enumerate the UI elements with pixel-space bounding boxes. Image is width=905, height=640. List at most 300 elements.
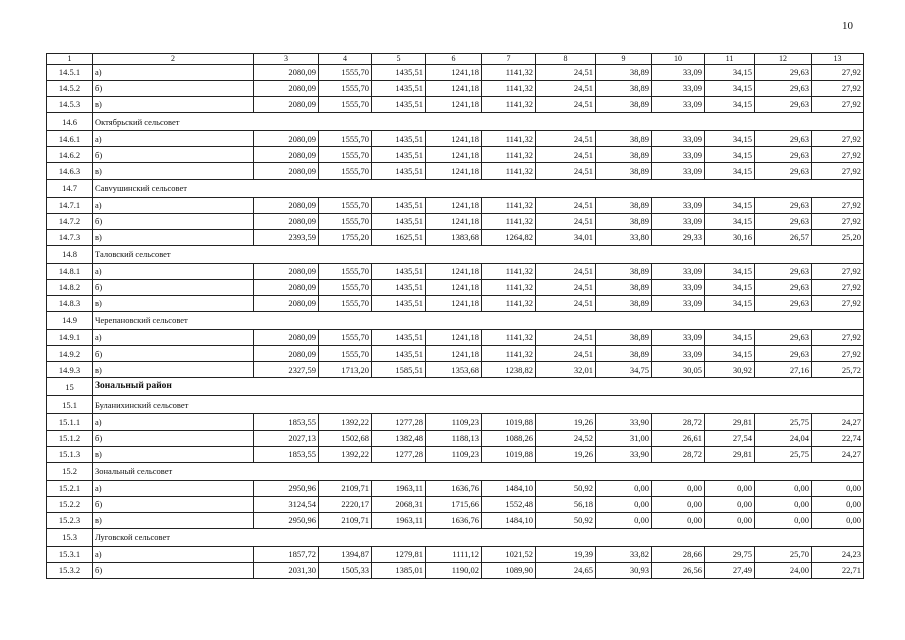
row-variant: б) bbox=[93, 279, 254, 295]
value-cell: 1755,20 bbox=[319, 229, 372, 245]
value-cell: 28,66 bbox=[652, 546, 705, 562]
value-cell: 1019,88 bbox=[482, 446, 536, 462]
value-cell: 2080,09 bbox=[254, 346, 319, 362]
value-cell: 1141,32 bbox=[482, 65, 536, 81]
value-cell: 24,23 bbox=[812, 546, 864, 562]
value-cell: 34,15 bbox=[705, 279, 755, 295]
value-cell: 1435,51 bbox=[372, 147, 426, 163]
value-cell: 24,51 bbox=[536, 263, 596, 279]
value-cell: 0,00 bbox=[812, 512, 864, 528]
row-variant: в) bbox=[93, 512, 254, 528]
value-cell: 1141,32 bbox=[482, 330, 536, 346]
column-header: 7 bbox=[482, 54, 536, 65]
column-header: 2 bbox=[93, 54, 254, 65]
row-variant: а) bbox=[93, 330, 254, 346]
row-variant: в) bbox=[93, 97, 254, 113]
value-cell: 2080,09 bbox=[254, 81, 319, 97]
value-cell: 1277,28 bbox=[372, 414, 426, 430]
value-cell: 1435,51 bbox=[372, 81, 426, 97]
value-cell: 29,63 bbox=[755, 279, 812, 295]
value-cell: 1555,70 bbox=[319, 279, 372, 295]
value-cell: 29,81 bbox=[705, 446, 755, 462]
value-cell: 1435,51 bbox=[372, 296, 426, 312]
value-cell: 24,51 bbox=[536, 163, 596, 179]
value-cell: 2080,09 bbox=[254, 296, 319, 312]
value-cell: 27,92 bbox=[812, 97, 864, 113]
row-id: 15.1.2 bbox=[47, 430, 93, 446]
value-cell: 27,92 bbox=[812, 81, 864, 97]
value-cell: 2109,71 bbox=[319, 512, 372, 528]
row-id: 14.8.1 bbox=[47, 263, 93, 279]
value-cell: 34,15 bbox=[705, 330, 755, 346]
value-cell: 27,92 bbox=[812, 163, 864, 179]
value-cell: 27,16 bbox=[755, 362, 812, 378]
value-cell: 1241,18 bbox=[426, 65, 482, 81]
value-cell: 38,89 bbox=[596, 296, 652, 312]
value-cell: 1241,18 bbox=[426, 296, 482, 312]
row-variant: в) bbox=[93, 163, 254, 179]
table-row bbox=[47, 163, 864, 179]
row-id: 14.5.3 bbox=[47, 97, 93, 113]
value-cell: 1241,18 bbox=[426, 263, 482, 279]
row-variant: б) bbox=[93, 81, 254, 97]
row-id: 15.3.1 bbox=[47, 546, 93, 562]
value-cell: 38,89 bbox=[596, 263, 652, 279]
value-cell: 1141,32 bbox=[482, 131, 536, 147]
value-cell: 1625,51 bbox=[372, 229, 426, 245]
value-cell: 50,92 bbox=[536, 480, 596, 496]
value-cell: 1385,01 bbox=[372, 563, 426, 579]
value-cell: 33,09 bbox=[652, 81, 705, 97]
value-cell: 1019,88 bbox=[482, 414, 536, 430]
row-variant: а) bbox=[93, 546, 254, 562]
value-cell: 1502,68 bbox=[319, 430, 372, 446]
value-cell: 1435,51 bbox=[372, 330, 426, 346]
value-cell: 1505,33 bbox=[319, 563, 372, 579]
column-header: 10 bbox=[652, 54, 705, 65]
value-cell: 1141,32 bbox=[482, 163, 536, 179]
page-number: 10 bbox=[842, 20, 853, 32]
value-cell: 34,15 bbox=[705, 346, 755, 362]
value-cell: 19,39 bbox=[536, 546, 596, 562]
value-cell: 1715,66 bbox=[426, 496, 482, 512]
value-cell: 1188,13 bbox=[426, 430, 482, 446]
column-header: 11 bbox=[705, 54, 755, 65]
section-name: Зональный район bbox=[93, 378, 864, 396]
table-row bbox=[47, 362, 864, 378]
section-name: Октябрьский сельсовет bbox=[93, 113, 864, 131]
section-name: Луговской сельсовет bbox=[93, 528, 864, 546]
value-cell: 2080,09 bbox=[254, 97, 319, 113]
row-id: 14.9.2 bbox=[47, 346, 93, 362]
value-cell: 38,89 bbox=[596, 197, 652, 213]
row-id: 14.8.2 bbox=[47, 279, 93, 295]
table-row bbox=[47, 213, 864, 229]
row-id: 15.1.3 bbox=[47, 446, 93, 462]
value-cell: 1141,32 bbox=[482, 296, 536, 312]
value-cell: 25,20 bbox=[812, 229, 864, 245]
value-cell: 34,15 bbox=[705, 213, 755, 229]
value-cell: 33,90 bbox=[596, 414, 652, 430]
section-name: Зональный сельсовет bbox=[93, 462, 864, 480]
row-variant: б) bbox=[93, 430, 254, 446]
row-variant: б) bbox=[93, 147, 254, 163]
value-cell: 34,75 bbox=[596, 362, 652, 378]
row-id: 15.1.1 bbox=[47, 414, 93, 430]
table-row bbox=[47, 414, 864, 430]
value-cell: 0,00 bbox=[705, 496, 755, 512]
value-cell: 1857,72 bbox=[254, 546, 319, 562]
value-cell: 30,93 bbox=[596, 563, 652, 579]
section-name: Таловский сельсовет bbox=[93, 245, 864, 263]
column-header-row bbox=[47, 54, 864, 65]
table-row bbox=[47, 546, 864, 562]
value-cell: 2327,59 bbox=[254, 362, 319, 378]
value-cell: 33,09 bbox=[652, 163, 705, 179]
row-id: 15 bbox=[47, 378, 93, 396]
value-cell: 50,92 bbox=[536, 512, 596, 528]
value-cell: 24,51 bbox=[536, 346, 596, 362]
value-cell: 1555,70 bbox=[319, 97, 372, 113]
value-cell: 27,92 bbox=[812, 279, 864, 295]
table-row bbox=[47, 296, 864, 312]
value-cell: 27,49 bbox=[705, 563, 755, 579]
value-cell: 38,89 bbox=[596, 131, 652, 147]
row-id: 14.8 bbox=[47, 245, 93, 263]
value-cell: 38,89 bbox=[596, 346, 652, 362]
value-cell: 1555,70 bbox=[319, 65, 372, 81]
table-row bbox=[47, 346, 864, 362]
value-cell: 29,63 bbox=[755, 213, 812, 229]
value-cell: 24,51 bbox=[536, 147, 596, 163]
value-cell: 1109,23 bbox=[426, 414, 482, 430]
row-id: 15.2.3 bbox=[47, 512, 93, 528]
value-cell: 27,92 bbox=[812, 147, 864, 163]
value-cell: 22,71 bbox=[812, 563, 864, 579]
table-row bbox=[47, 279, 864, 295]
value-cell: 0,00 bbox=[755, 512, 812, 528]
section-row bbox=[47, 462, 864, 480]
value-cell: 30,92 bbox=[705, 362, 755, 378]
value-cell: 33,82 bbox=[596, 546, 652, 562]
value-cell: 0,00 bbox=[652, 512, 705, 528]
section-row bbox=[47, 396, 864, 414]
value-cell: 1141,32 bbox=[482, 279, 536, 295]
value-cell: 24,27 bbox=[812, 446, 864, 462]
table-row bbox=[47, 147, 864, 163]
value-cell: 33,09 bbox=[652, 131, 705, 147]
value-cell: 1555,70 bbox=[319, 346, 372, 362]
table-row bbox=[47, 263, 864, 279]
value-cell: 1435,51 bbox=[372, 65, 426, 81]
row-variant: б) bbox=[93, 213, 254, 229]
value-cell: 24,52 bbox=[536, 430, 596, 446]
value-cell: 29,63 bbox=[755, 197, 812, 213]
value-cell: 1585,51 bbox=[372, 362, 426, 378]
row-id: 15.1 bbox=[47, 396, 93, 414]
column-header: 13 bbox=[812, 54, 864, 65]
value-cell: 1555,70 bbox=[319, 263, 372, 279]
value-cell: 1109,23 bbox=[426, 446, 482, 462]
value-cell: 0,00 bbox=[812, 480, 864, 496]
value-cell: 27,92 bbox=[812, 330, 864, 346]
value-cell: 2080,09 bbox=[254, 197, 319, 213]
value-cell: 0,00 bbox=[755, 480, 812, 496]
section-row bbox=[47, 245, 864, 263]
row-id: 14.5.1 bbox=[47, 65, 93, 81]
column-header: 4 bbox=[319, 54, 372, 65]
value-cell: 27,54 bbox=[705, 430, 755, 446]
value-cell: 29,63 bbox=[755, 131, 812, 147]
table-row bbox=[47, 65, 864, 81]
value-cell: 1241,18 bbox=[426, 147, 482, 163]
row-variant: а) bbox=[93, 480, 254, 496]
value-cell: 56,18 bbox=[536, 496, 596, 512]
value-cell: 33,09 bbox=[652, 296, 705, 312]
value-cell: 24,51 bbox=[536, 296, 596, 312]
value-cell: 34,15 bbox=[705, 163, 755, 179]
value-cell: 1963,11 bbox=[372, 512, 426, 528]
row-id: 14.6.3 bbox=[47, 163, 93, 179]
row-variant: б) bbox=[93, 346, 254, 362]
value-cell: 2080,09 bbox=[254, 147, 319, 163]
value-cell: 24,51 bbox=[536, 65, 596, 81]
value-cell: 24,51 bbox=[536, 330, 596, 346]
table-row bbox=[47, 430, 864, 446]
row-id: 15.2 bbox=[47, 462, 93, 480]
value-cell: 1141,32 bbox=[482, 346, 536, 362]
table-row bbox=[47, 197, 864, 213]
table-body bbox=[47, 54, 864, 579]
value-cell: 1141,32 bbox=[482, 97, 536, 113]
value-cell: 34,15 bbox=[705, 65, 755, 81]
row-id: 15.2.2 bbox=[47, 496, 93, 512]
value-cell: 1853,55 bbox=[254, 446, 319, 462]
value-cell: 33,09 bbox=[652, 330, 705, 346]
value-cell: 28,72 bbox=[652, 414, 705, 430]
row-variant: а) bbox=[93, 414, 254, 430]
value-cell: 1190,02 bbox=[426, 563, 482, 579]
section-row bbox=[47, 312, 864, 330]
value-cell: 0,00 bbox=[652, 480, 705, 496]
row-id: 14.5.2 bbox=[47, 81, 93, 97]
value-cell: 1853,55 bbox=[254, 414, 319, 430]
row-id: 14.7.1 bbox=[47, 197, 93, 213]
value-cell: 1383,68 bbox=[426, 229, 482, 245]
row-id: 14.6.2 bbox=[47, 147, 93, 163]
row-id: 14.9.3 bbox=[47, 362, 93, 378]
row-id: 14.9.1 bbox=[47, 330, 93, 346]
value-cell: 33,90 bbox=[596, 446, 652, 462]
value-cell: 2950,96 bbox=[254, 512, 319, 528]
value-cell: 34,01 bbox=[536, 229, 596, 245]
value-cell: 29,63 bbox=[755, 296, 812, 312]
value-cell: 1382,48 bbox=[372, 430, 426, 446]
value-cell: 1089,90 bbox=[482, 563, 536, 579]
row-variant: в) bbox=[93, 296, 254, 312]
column-header: 5 bbox=[372, 54, 426, 65]
row-id: 14.8.3 bbox=[47, 296, 93, 312]
value-cell: 24,51 bbox=[536, 197, 596, 213]
value-cell: 38,89 bbox=[596, 330, 652, 346]
table-row bbox=[47, 480, 864, 496]
value-cell: 26,61 bbox=[652, 430, 705, 446]
value-cell: 1277,28 bbox=[372, 446, 426, 462]
column-header: 9 bbox=[596, 54, 652, 65]
value-cell: 3124,54 bbox=[254, 496, 319, 512]
value-cell: 27,92 bbox=[812, 131, 864, 147]
value-cell: 24,27 bbox=[812, 414, 864, 430]
value-cell: 33,09 bbox=[652, 97, 705, 113]
value-cell: 2027,13 bbox=[254, 430, 319, 446]
table-row bbox=[47, 131, 864, 147]
value-cell: 2080,09 bbox=[254, 330, 319, 346]
row-id: 15.2.1 bbox=[47, 480, 93, 496]
value-cell: 0,00 bbox=[705, 480, 755, 496]
row-id: 14.9 bbox=[47, 312, 93, 330]
value-cell: 1264,82 bbox=[482, 229, 536, 245]
value-cell: 1435,51 bbox=[372, 213, 426, 229]
value-cell: 1241,18 bbox=[426, 279, 482, 295]
value-cell: 27,92 bbox=[812, 65, 864, 81]
value-cell: 1435,51 bbox=[372, 163, 426, 179]
value-cell: 2393,59 bbox=[254, 229, 319, 245]
value-cell: 1555,70 bbox=[319, 296, 372, 312]
value-cell: 1435,51 bbox=[372, 346, 426, 362]
value-cell: 1111,12 bbox=[426, 546, 482, 562]
value-cell: 1555,70 bbox=[319, 163, 372, 179]
value-cell: 34,15 bbox=[705, 81, 755, 97]
row-variant: б) bbox=[93, 496, 254, 512]
row-variant: а) bbox=[93, 263, 254, 279]
value-cell: 33,80 bbox=[596, 229, 652, 245]
value-cell: 38,89 bbox=[596, 97, 652, 113]
value-cell: 1353,68 bbox=[426, 362, 482, 378]
value-cell: 2950,96 bbox=[254, 480, 319, 496]
value-cell: 1713,20 bbox=[319, 362, 372, 378]
value-cell: 27,92 bbox=[812, 296, 864, 312]
value-cell: 1279,81 bbox=[372, 546, 426, 562]
value-cell: 24,51 bbox=[536, 213, 596, 229]
value-cell: 33,09 bbox=[652, 147, 705, 163]
value-cell: 1141,32 bbox=[482, 197, 536, 213]
value-cell: 2080,09 bbox=[254, 131, 319, 147]
value-cell: 1088,26 bbox=[482, 430, 536, 446]
value-cell: 1636,76 bbox=[426, 512, 482, 528]
value-cell: 1552,48 bbox=[482, 496, 536, 512]
value-cell: 1241,18 bbox=[426, 346, 482, 362]
value-cell: 29,33 bbox=[652, 229, 705, 245]
value-cell: 25,75 bbox=[755, 414, 812, 430]
value-cell: 1555,70 bbox=[319, 81, 372, 97]
value-cell: 24,51 bbox=[536, 81, 596, 97]
value-cell: 2031,30 bbox=[254, 563, 319, 579]
value-cell: 1241,18 bbox=[426, 197, 482, 213]
value-cell: 29,63 bbox=[755, 330, 812, 346]
row-variant: а) bbox=[93, 65, 254, 81]
value-cell: 33,09 bbox=[652, 279, 705, 295]
value-cell: 2080,09 bbox=[254, 263, 319, 279]
section-row bbox=[47, 113, 864, 131]
row-id: 14.6.1 bbox=[47, 131, 93, 147]
value-cell: 1392,22 bbox=[319, 446, 372, 462]
value-cell: 1435,51 bbox=[372, 97, 426, 113]
row-id: 14.7.3 bbox=[47, 229, 93, 245]
value-cell: 33,09 bbox=[652, 213, 705, 229]
row-variant: в) bbox=[93, 446, 254, 462]
value-cell: 29,63 bbox=[755, 65, 812, 81]
table-row bbox=[47, 496, 864, 512]
value-cell: 26,57 bbox=[755, 229, 812, 245]
value-cell: 24,51 bbox=[536, 131, 596, 147]
value-cell: 1555,70 bbox=[319, 197, 372, 213]
value-cell: 32,01 bbox=[536, 362, 596, 378]
value-cell: 34,15 bbox=[705, 197, 755, 213]
table-row bbox=[47, 563, 864, 579]
value-cell: 1141,32 bbox=[482, 213, 536, 229]
value-cell: 29,75 bbox=[705, 546, 755, 562]
column-header: 3 bbox=[254, 54, 319, 65]
table-row bbox=[47, 446, 864, 462]
row-variant: в) bbox=[93, 229, 254, 245]
value-cell: 29,63 bbox=[755, 81, 812, 97]
value-cell: 1241,18 bbox=[426, 330, 482, 346]
value-cell: 2080,09 bbox=[254, 213, 319, 229]
value-cell: 0,00 bbox=[755, 496, 812, 512]
value-cell: 28,72 bbox=[652, 446, 705, 462]
value-cell: 34,15 bbox=[705, 97, 755, 113]
table-row bbox=[47, 81, 864, 97]
value-cell: 1963,11 bbox=[372, 480, 426, 496]
value-cell: 27,92 bbox=[812, 197, 864, 213]
value-cell: 2080,09 bbox=[254, 163, 319, 179]
value-cell: 25,70 bbox=[755, 546, 812, 562]
value-cell: 24,04 bbox=[755, 430, 812, 446]
value-cell: 29,63 bbox=[755, 163, 812, 179]
row-variant: в) bbox=[93, 362, 254, 378]
section-row bbox=[47, 378, 864, 396]
value-cell: 1435,51 bbox=[372, 279, 426, 295]
value-cell: 2080,09 bbox=[254, 279, 319, 295]
value-cell: 29,63 bbox=[755, 346, 812, 362]
value-cell: 24,65 bbox=[536, 563, 596, 579]
value-cell: 25,75 bbox=[755, 446, 812, 462]
value-cell: 38,89 bbox=[596, 213, 652, 229]
value-cell: 1141,32 bbox=[482, 263, 536, 279]
value-cell: 38,89 bbox=[596, 163, 652, 179]
row-variant: б) bbox=[93, 563, 254, 579]
value-cell: 1241,18 bbox=[426, 213, 482, 229]
value-cell: 29,63 bbox=[755, 97, 812, 113]
value-cell: 0,00 bbox=[705, 512, 755, 528]
value-cell: 38,89 bbox=[596, 65, 652, 81]
value-cell: 26,56 bbox=[652, 563, 705, 579]
value-cell: 38,89 bbox=[596, 279, 652, 295]
value-cell: 29,63 bbox=[755, 263, 812, 279]
row-id: 14.6 bbox=[47, 113, 93, 131]
value-cell: 27,92 bbox=[812, 213, 864, 229]
row-variant: а) bbox=[93, 131, 254, 147]
row-id: 14.7.2 bbox=[47, 213, 93, 229]
table-row bbox=[47, 97, 864, 113]
value-cell: 34,15 bbox=[705, 131, 755, 147]
row-id: 14.7 bbox=[47, 179, 93, 197]
section-name: Буланихинский сельсовет bbox=[93, 396, 864, 414]
value-cell: 1435,51 bbox=[372, 263, 426, 279]
value-cell: 24,00 bbox=[755, 563, 812, 579]
value-cell: 1555,70 bbox=[319, 213, 372, 229]
value-cell: 27,92 bbox=[812, 346, 864, 362]
